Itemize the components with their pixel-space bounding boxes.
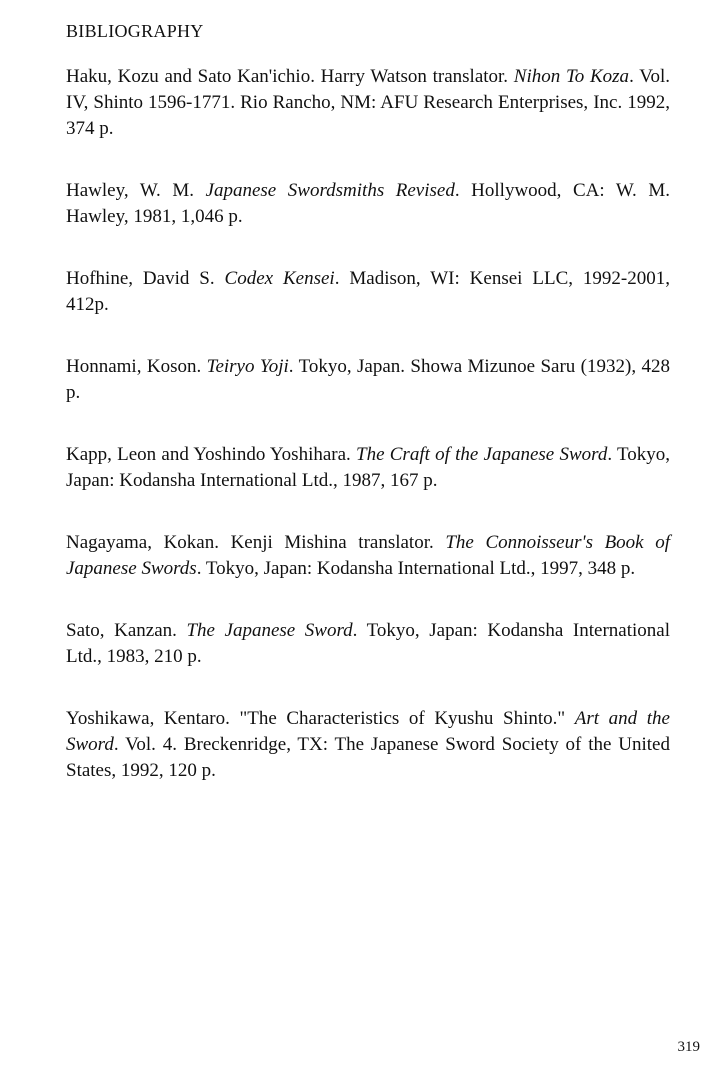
entry-publication: . Tokyo, Japan. Showa Mizunoe Saru (1932), 428 p. [66,356,670,403]
bibliography-entry [66,354,670,406]
entry-title: The Connoisseur's Book of Japanese Swords [66,532,670,579]
bibliography-entry [66,266,670,318]
entry-title: Nihon To Koza [513,66,630,87]
entry-title: Codex Kensei [224,268,335,289]
entry-authors: Kapp, Leon and Yoshindo Yoshihara. [66,444,357,465]
entry-publication: . Vol. IV, Shinto 1596-1771. Rio Rancho, NM: AFU Research Enterprises, Inc. 1992, 374 p. [66,66,670,139]
entry-authors: Nagayama, Kokan. Kenji Mishina translator. [66,532,446,553]
bibliography-entry [66,442,670,494]
entry-title: The Japanese Sword [186,620,353,641]
entry-publication: . Hollywood, CA: W. M. Hawley, 1981, 1,046 p. [66,180,671,227]
entry-authors: Hofhine, David S. [66,268,225,289]
bibliography-entry [66,64,670,142]
bibliography-entry [66,706,670,784]
entry-title: Art and the Sword [66,708,670,755]
entry-title: The Craft of the Japanese Sword [356,444,608,465]
entry-publication: . Tokyo, Japan: Kodansha International Ltd., 1997, 348 p. [196,558,636,579]
entry-publication: . Tokyo, Japan: Kodansha International Ltd., 1987, 167 p. [66,444,671,491]
entry-title: Teiryo Yoji [206,356,289,377]
entry-authors: Sato, Kanzan. [66,620,187,641]
entry-publication: . Vol. 4. Breckenridge, TX: The Japanese Sword Society of the United States, 1992, 120 p. [66,734,670,781]
page-number: 319 [677,1039,700,1055]
bibliography-entry [66,618,670,670]
entry-authors: Hawley, W. M. [66,180,206,201]
page-heading: BIBLIOGRAPHY [66,21,204,41]
bibliography-page [66,18,670,820]
entry-title: Japanese Swordsmiths Revised [205,180,455,201]
entry-authors: Haku, Kozu and Sato Kan'ichio. Harry Watson translator. [66,66,514,87]
bibliography-entry [66,530,670,582]
entry-authors: Yoshikawa, Kentaro. "The Characteristics of Kyushu Shinto." [66,708,575,729]
bibliography-entry [66,178,670,230]
entry-authors: Honnami, Koson. [66,356,207,377]
entry-publication: . Tokyo, Japan: Kodansha International Ltd., 1983, 210 p. [66,620,670,667]
entry-publication: . Madison, WI: Kensei LLC, 1992-2001, 412p. [66,268,670,315]
